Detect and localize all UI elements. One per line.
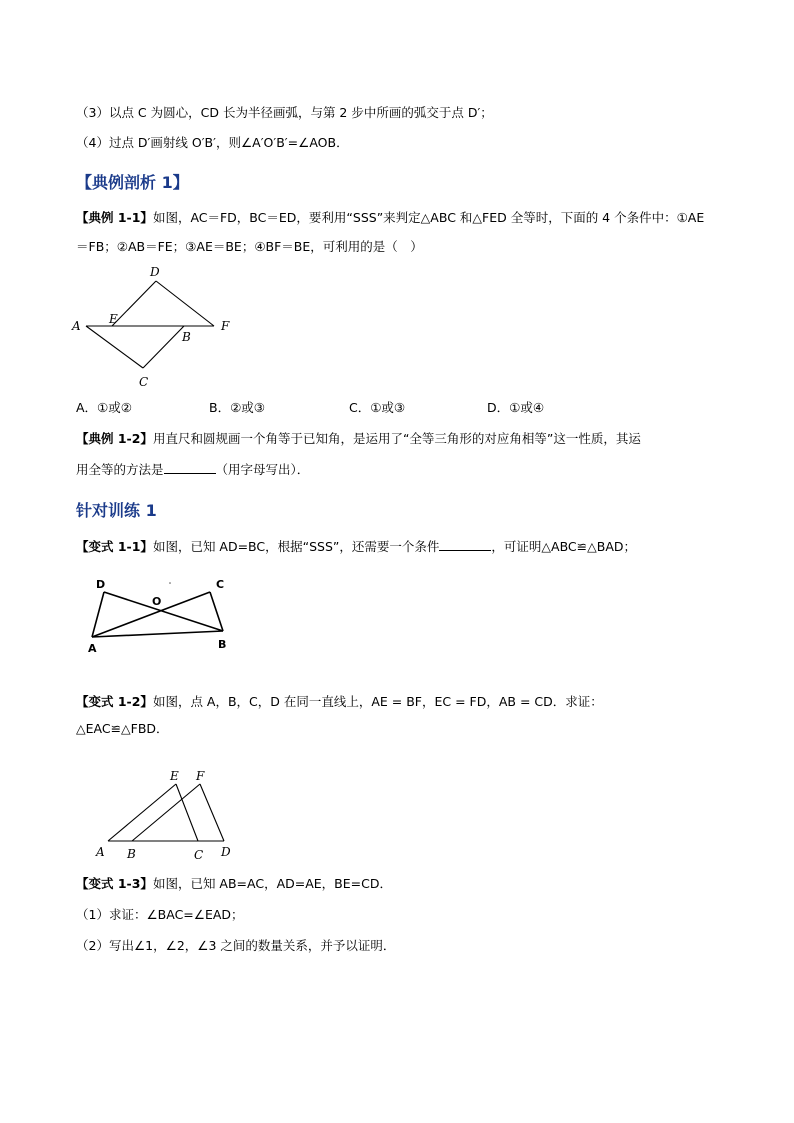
label-o: O: [152, 595, 162, 608]
example-1-2-line1: [76, 430, 641, 448]
variant-1-3-part1: （1）求证：∠BAC=∠EAD；: [76, 907, 244, 922]
label-c: C: [139, 375, 149, 389]
variant-1-3-text: 如图，已知 AB=AC，AD=AE，BE=CD．: [152, 876, 392, 891]
variant-1-3-line1: [76, 875, 392, 893]
label-b: B: [127, 847, 136, 861]
label-d: D: [221, 845, 231, 859]
segment-df: [156, 281, 214, 326]
segment-cb: [143, 326, 184, 368]
example-1-1-line1: [76, 209, 704, 227]
label-a: A: [88, 642, 97, 655]
option-d[interactable]: D．①或④: [487, 400, 545, 415]
label-a: A: [96, 845, 105, 859]
segment-ed: [112, 281, 156, 326]
example-1-2-text1: 用直尺和圆规画一个角等于已知角，是运用了“全等三角形的对应角相等”这一性质，其运: [152, 431, 641, 446]
step-3: （3）以点 C 为圆心，CD 长为半径画弧，与第 2 步中所画的弧交于点 D′；: [76, 105, 493, 120]
variant-1-3-part2: （2）写出∠1，∠2，∠3 之间的数量关系，并予以证明．: [76, 938, 396, 953]
label-a: A: [72, 319, 81, 333]
example-1-1-text1: 如图，AC＝FD，BC＝ED，要利用“SSS”来判定△ABC 和△FED 全等时，下面的 4 个条件中：①AE: [152, 210, 705, 225]
segment-ad: [92, 592, 104, 637]
label-f: F: [196, 769, 205, 783]
label-f: F: [221, 319, 230, 333]
segment-ac: [86, 326, 143, 368]
option-a[interactable]: A．①或②: [76, 400, 132, 415]
stray-dot: [169, 582, 171, 584]
label-b: B: [218, 638, 227, 651]
section-title-targeted-training: 针对训练 1: [76, 501, 157, 520]
figure-example-1-1: [66, 262, 246, 392]
variant-1-2-line2: △EAC≌△FBD．: [76, 721, 169, 736]
example-1-1-tag: 【典例 1-1】: [76, 210, 153, 225]
label-b: B: [182, 330, 191, 344]
variant-1-1-text-a: 如图，已知 AD=BC，根据“SSS”，还需要一个条件: [152, 539, 440, 554]
label-e: E: [109, 312, 118, 326]
example-1-2-line2: [76, 461, 309, 479]
example-1-2-tag: 【典例 1-2】: [76, 431, 153, 446]
segment-ac: [92, 592, 210, 637]
variant-1-1-text-b: ，可证明△ABC≌△BAD；: [491, 539, 636, 554]
example-1-1-line2: ＝FB；②AB＝FE；③AE＝BE；④BF＝BE，可利用的是（ ）: [76, 239, 423, 254]
segment-ab: [92, 631, 223, 637]
variant-1-2-line1: [76, 693, 603, 711]
example-1-2-text2a: 用全等的方法是: [76, 462, 164, 477]
label-c: C: [194, 848, 204, 862]
label-e: E: [170, 769, 179, 783]
variant-1-1-tag: 【变式 1-1】: [76, 539, 153, 554]
option-b[interactable]: B．②或③: [209, 400, 265, 415]
step-4: （4）过点 D′画射线 O′B′，则∠A′O′B′=∠AOB．: [76, 135, 349, 150]
variant-1-2-tag: 【变式 1-2】: [76, 694, 153, 709]
label-d: D: [96, 578, 106, 591]
label-c: C: [216, 578, 225, 591]
answer-blank-variant-1-1[interactable]: [439, 538, 491, 551]
segment-fd: [200, 784, 224, 841]
option-c[interactable]: C．①或③: [349, 400, 406, 415]
figure-variant-1-2: [90, 768, 250, 864]
variant-1-1-line: [76, 538, 636, 556]
figure-variant-1-1: [82, 572, 242, 656]
section-title-example-analysis: 【典例剖析 1】: [76, 173, 189, 192]
segment-ec: [176, 784, 198, 841]
example-1-2-text2b: （用字母写出）．: [215, 462, 310, 477]
variant-1-3-tag: 【变式 1-3】: [76, 876, 153, 891]
label-d: D: [150, 265, 160, 279]
answer-blank-1-2[interactable]: [164, 461, 216, 474]
segment-cb: [210, 592, 223, 631]
variant-1-2-text1: 如图，点 A，B，C，D 在同一直线上，AE = BF，EC = FD，AB = CD．求证：: [152, 694, 603, 709]
